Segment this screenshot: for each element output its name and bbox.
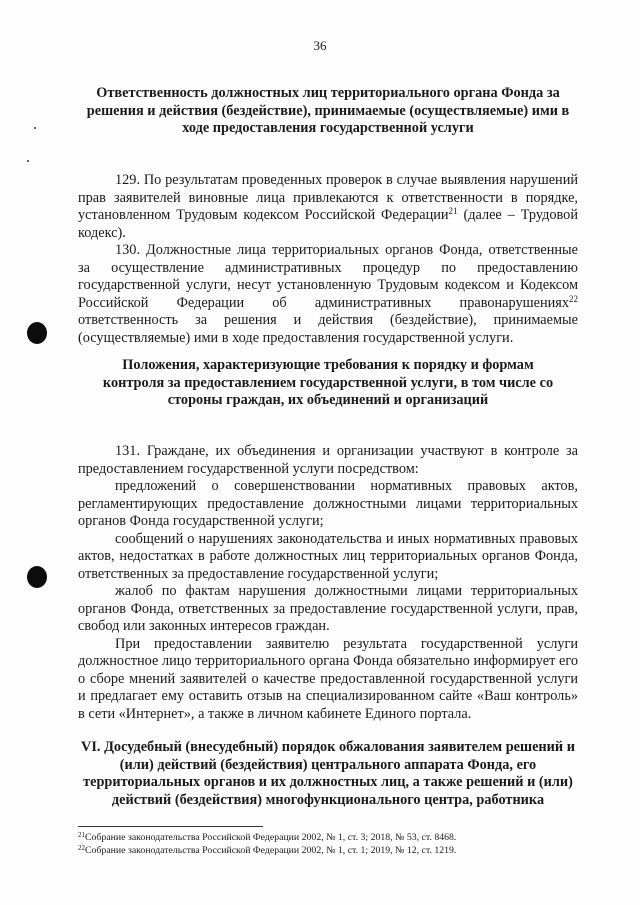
- footnote-22: [78, 845, 456, 857]
- paragraph-129-text: [78, 172, 578, 242]
- list-item-reports: сообщений о нарушениях законодательства и иных нормативных правовых актов, недостатках в работе должностных лиц территориальных органов Фонда, ответственных за предоставление государственной услуги;: [78, 530, 578, 582]
- section-heading-responsibility: Ответственность должностных лиц территориального органа Фонда за решения и действия (бездействие), принимаемые (осуществляемые) ими в ходе предоставления государственной услуги: [86, 85, 570, 137]
- paragraph-129: [78, 172, 578, 242]
- footnote-separator: [78, 826, 263, 827]
- paragraph-129-tail: (далее – Трудовой кодекс).: [78, 207, 578, 241]
- paragraph-feedback: При предоставлении заявителю результата государственной услуги должностное лицо территориального органа Фонда обязательно информирует его о сборе мнений заявителей о качестве предоставленной государственной услуги и предлагает ему оставить отзыв на специализированном сайте «Ваш контроль» в сети «Интернет», а также в личном кабинете Единого портала.: [78, 635, 578, 722]
- paragraph-130: [78, 242, 578, 347]
- section-heading-appeal: VI. Досудебный (внесудебный) порядок обжалования заявителем решений и (или) действий (бездействия) центрального аппарата Фонда, его территориальных органов и их должностных лиц, а также решений и (или) действий (бездействия) многофункционального центра, работника: [81, 739, 575, 808]
- list-item-proposals: предложений о совершенствовании нормативных правовых актов, регламентирующих предоставление должностными лицами территориальных органов Фонда государственной услуги;: [78, 478, 578, 529]
- paragraph-130-tail: ответственность за решения и действия (бездействие), принимаемые (осуществляемые) ими в ходе предоставления государственной услуги.: [78, 312, 578, 346]
- footnote-text: Собрание законодательства Российской Федерации 2002, № 1, ст. 1; 2019, № 12, ст. 1219.: [85, 845, 457, 856]
- footnote-marker: 21: [78, 831, 85, 839]
- footnote-marker: 22: [78, 844, 85, 852]
- paragraph-130-body: 130. Должностные лица территориальных органов Фонда, ответственные за осуществление административных процедур по предоставлению государственной услуги, несут установленную Трудовым кодексом и Кодексом Российской Федерации об административных правонарушениях: [78, 242, 578, 311]
- paragraph-130-text: [78, 242, 578, 347]
- scan-speck: [34, 127, 36, 129]
- paragraph-131-block: [78, 443, 578, 723]
- punch-hole-mark: [27, 566, 47, 588]
- footnote-21: [78, 832, 456, 844]
- paragraph-129-body: 129. По результатам проведенных проверок в случае выявления нарушений прав заявителей виновные лица привлекаются к ответственности в порядке, установленном Трудовым кодексом Российской Федерации: [78, 172, 578, 223]
- footnote-ref-21: 21: [448, 206, 458, 216]
- punch-hole-mark: [27, 322, 47, 344]
- section-heading-control: Положения, характеризующие требования к порядку и формам контроля за предоставлением государственной услуги, в том числе со стороны граждан, их объединений и организаций: [102, 357, 554, 409]
- paragraph-131: 131. Граждане, их объединения и организации участвуют в контроле за предоставлением государственной услуги посредством:: [78, 443, 578, 477]
- list-item-complaints: жалоб по фактам нарушения должностными лицами территориальных органов Фонда, ответственных за предоставление государственной услуги, прав, свобод или законных интересов граждан.: [78, 583, 578, 634]
- footnote-ref-22: 22: [569, 293, 578, 304]
- scan-speck: [27, 160, 29, 162]
- footnote-text: Собрание законодательства Российской Федерации 2002, № 1, ст. 3; 2018, № 53, ст. 8468.: [85, 832, 457, 843]
- page-number: 36: [313, 38, 327, 53]
